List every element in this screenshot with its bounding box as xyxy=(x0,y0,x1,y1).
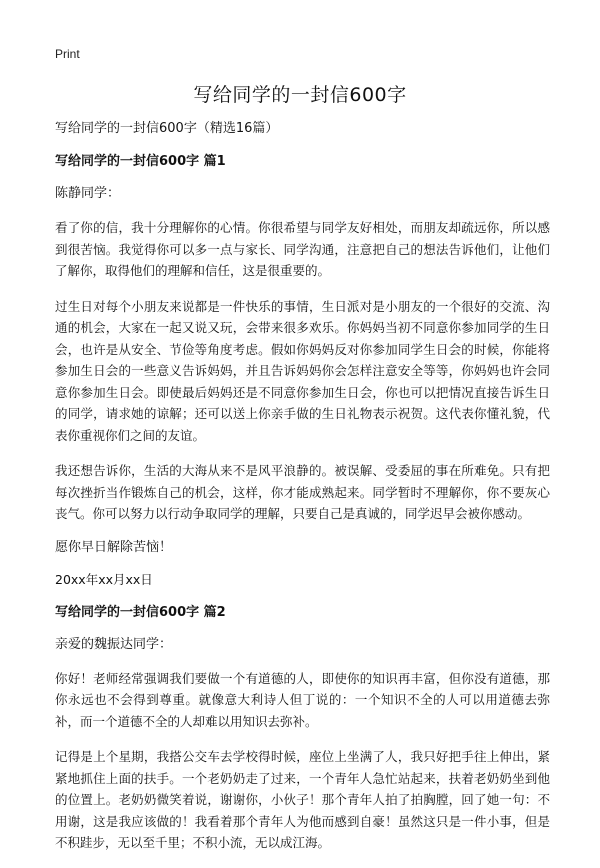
letter-salutation: 亲爱的魏振达同学： xyxy=(55,636,173,652)
letter-section-1 xyxy=(55,153,550,589)
document-body xyxy=(55,120,550,868)
letter-date: 20xx年xx月xx日 xyxy=(55,571,153,587)
letter-closing: 愿你早日解除苦恼！ xyxy=(55,539,173,555)
print-link[interactable]: Print xyxy=(55,47,80,61)
section-heading: 写给同学的一封信600字 篇2 xyxy=(55,604,226,620)
section-heading: 写给同学的一封信600字 篇1 xyxy=(55,154,226,169)
letter-paragraph: 你好！老师经常强调我们要做一个有道德的人，即使你的知识再丰富，但你没有道德，那你永远也不会得到尊重。就像意大利诗人但丁说的：一个知识不全的人可以用道德去弥补，而一个道德不全的人却难以用知识去弥补。 xyxy=(55,670,550,729)
letter-paragraph: 我还想告诉你，生活的大海从来不是风平浪静的。被误解、受委屈的事在所难免。只有把每次挫折当作锻炼自己的机会，这样，你才能成熟起来。同学暂时不理解你，你不要灰心丧气。你可以努力以行动争取同学的理解，只要自己是真诚的，同学迟早会被你感动。 xyxy=(55,463,550,521)
letter-paragraph: 看了你的信，我十分理解你的心情。你很希望与同学友好相处，而朋友却疏远你，所以感到很苦恼。我觉得你可以多一点与家长、同学沟通，注意把自己的想法告诉他们，让他们了解你，取得他们的理解和信任，这是很重要的。 xyxy=(55,220,550,278)
letter-paragraph: 记得是上个星期，我搭公交车去学校得时候，座位上坐满了人，我只好把手往上伸出，紧紧地抓住上面的扶手。一个老奶奶走了过来，一个青年人急忙站起来，扶着老奶奶坐到他的位置上。老奶奶微笑着说，谢谢你，小伙子！那个青年人拍了拍胸膛，回了她一句：不用谢，这是我应该做的！我看着那个青年人为他而感到自豪！虽然这只是一件小事，但是不积跬步，无以至千里；不积小流，无以成江海。 xyxy=(55,749,550,850)
document-subtitle: 写给同学的一封信600字（精选16篇） xyxy=(55,121,279,136)
letter-salutation: 陈静同学： xyxy=(55,186,121,201)
document-title: 写给同学的一封信600字 xyxy=(193,84,407,106)
letter-section-2 xyxy=(55,604,550,854)
letter-paragraph: 过生日对每个小朋友来说都是一件快乐的事情，生日派对是小朋友的一个很好的交流、沟通的机会，大家在一起又说又玩，会带来很多欢乐。你妈妈当初不同意你参加同学的生日会，也许是从安全、节俭等角度考虑。假如你妈妈反对你参加同学生日会的时候，你能将参加生日会的一些意义告诉妈妈，并且告诉妈妈你会怎样注意安全等等，你妈妈也许会同意你参加生日会。即使最后妈妈还是不同意你参加生日会，你也可以把情况直接告诉生日的同学，请求她的谅解；还可以送上你亲手做的生日礼物表示祝贺。这代表你懂礼貌，代表你重视你们之间的友谊。 xyxy=(55,298,550,443)
